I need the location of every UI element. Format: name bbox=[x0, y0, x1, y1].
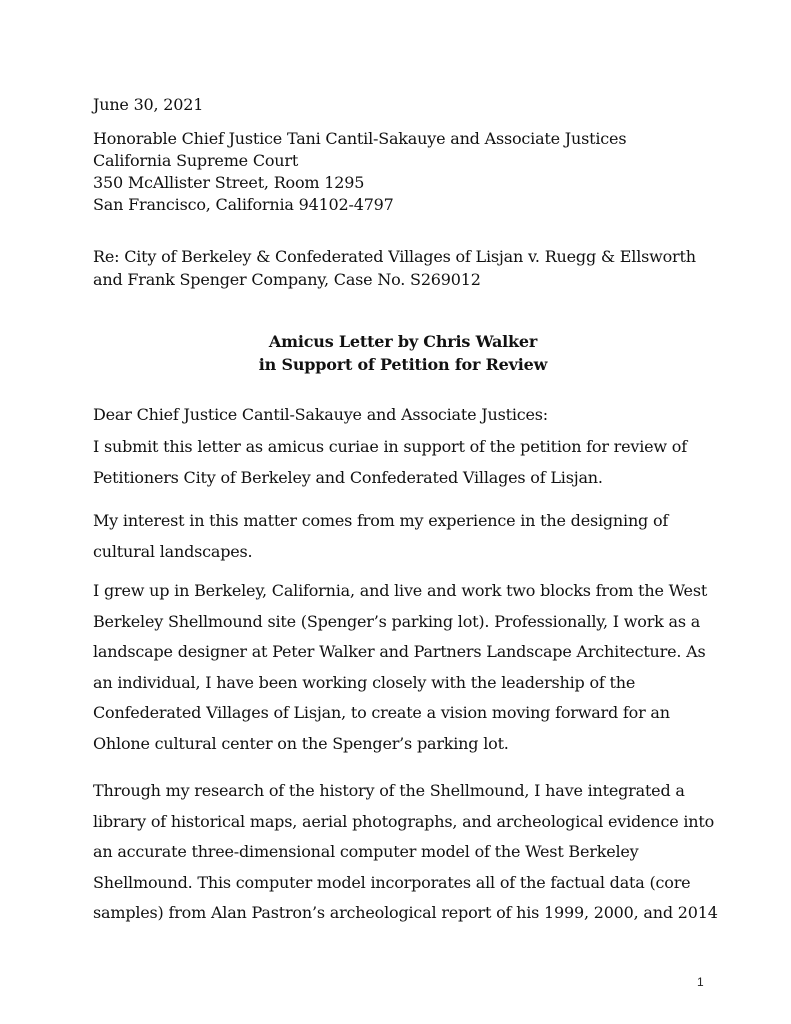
re-line-text: and Frank Spenger Company, Case No. S269012 bbox=[93, 270, 481, 289]
address-line: San Francisco, California 94102-4797 bbox=[93, 195, 394, 214]
re-line-text: Re: City of Berkeley & Confederated Villages of Lisjan v. Ruegg & Ellsworth bbox=[93, 247, 696, 266]
paragraph-line: My interest in this matter comes from my experience in the designing of bbox=[93, 511, 669, 530]
paragraph-line: an accurate three-dimensional computer model of the West Berkeley bbox=[93, 842, 639, 861]
letter-date: June 30, 2021 bbox=[93, 95, 204, 114]
paragraph-line: Shellmound. This computer model incorporates all of the factual data (core bbox=[93, 872, 691, 892]
paragraph-line: landscape designer at Peter Walker and Partners Landscape Architecture. As bbox=[93, 642, 706, 661]
recipient-address bbox=[93, 128, 713, 216]
paragraph-line: Confederated Villages of Lisjan, to create a vision moving forward for an bbox=[93, 703, 670, 722]
paragraph-line: I grew up in Berkeley, California, and live and work two blocks from the West bbox=[93, 581, 708, 600]
page-number: 1 bbox=[697, 975, 704, 989]
paragraph-line: an individual, I have been working closely with the leadership of the bbox=[93, 672, 636, 692]
address-line: California Supreme Court bbox=[93, 151, 299, 170]
paragraph-line: Ohlone cultural center on the Spenger’s parking lot. bbox=[93, 733, 509, 753]
paragraph-line: cultural landscapes. bbox=[93, 541, 253, 561]
paragraph-line: Berkeley Shellmound site (Spenger’s parking lot). Professionally, I work as a bbox=[93, 611, 701, 631]
paragraph-line: Petitioners City of Berkeley and Confederated Villages of Lisjan. bbox=[93, 467, 603, 487]
heading-line: in Support of Petition for Review bbox=[258, 355, 548, 374]
address-line: 350 McAllister Street, Room 1295 bbox=[93, 173, 365, 192]
body-paragraph bbox=[93, 776, 718, 929]
re-line bbox=[93, 245, 713, 291]
body-paragraph bbox=[93, 576, 713, 759]
paragraph-line: Through my research of the history of the Shellmound, I have integrated a bbox=[93, 781, 685, 800]
paragraph-line: I submit this letter as amicus curiae in support of the petition for review of bbox=[93, 437, 687, 456]
body-paragraph bbox=[93, 506, 713, 567]
body-paragraph bbox=[93, 432, 713, 493]
heading-line: Amicus Letter by Chris Walker bbox=[268, 332, 538, 351]
letter-heading bbox=[93, 330, 713, 376]
address-line: Honorable Chief Justice Tani Cantil-Sakauye and Associate Justices bbox=[93, 129, 627, 148]
salutation: Dear Chief Justice Cantil-Sakauye and Associate Justices: bbox=[93, 405, 548, 424]
paragraph-line: library of historical maps, aerial photographs, and archeological evidence into bbox=[93, 811, 715, 831]
paragraph-line: samples) from Alan Pastron’s archeological report of his 1999, 2000, and 2014 bbox=[93, 903, 718, 922]
